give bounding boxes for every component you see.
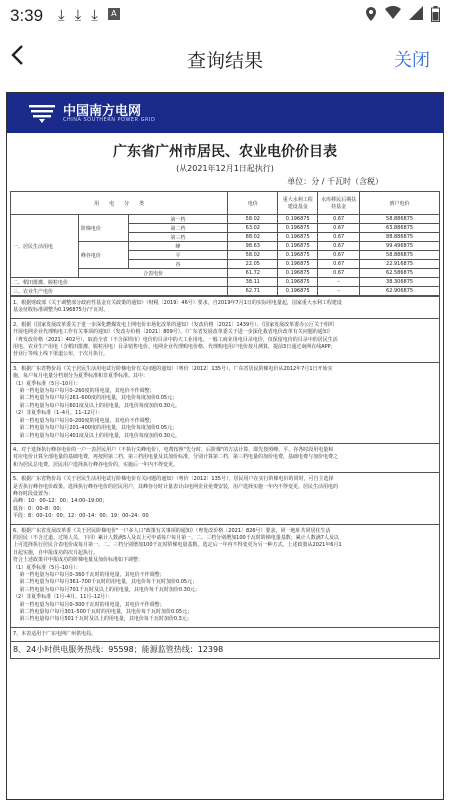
cell-final: 63.886875 (360, 224, 440, 233)
note-line: 是否执行峰谷电价政策。选择执行峰谷电价的居民用户，其峰谷分时计量表计由电网企业免费安装，用户选择实施一年内不得变更。居民生活用电的 (13, 483, 339, 490)
cell-final: 62.906875 (360, 287, 440, 296)
cell-price: 88.02 (228, 233, 278, 242)
column-header-fund2: 水库移民后期扶持基金 (318, 192, 360, 215)
note-line: 营业厅等线上线下渠道公布，于次月执行。 (13, 351, 109, 358)
note-line: 符合上述政策并申报成功的阶梯电量及加价标准如下调整： (13, 557, 144, 564)
download-icon: ⤓ (91, 6, 98, 24)
battery-icon (431, 6, 440, 22)
hotline-footer: 8、24小时供电服务热线：95598；能源监管热线：12398 (11, 641, 439, 657)
note-item (11, 362, 439, 443)
cell-fund2: 0.67 (318, 215, 360, 224)
note-line: 第二档电量为每户每月361–700千瓦时的用电量，其电价每千瓦时加价0.05元； (13, 579, 198, 586)
note-line: 日起实施，自申报成功的次月起执行。 (13, 549, 99, 556)
note-line: 7、本表适用于广东电网广州供电局。 (13, 630, 97, 637)
cell-final: 99.496875 (360, 242, 440, 251)
note-line: 施，每户每月电量分档划分为夏季标准和非夏季标准。其中： (13, 373, 149, 380)
row-label: 平 (128, 251, 228, 260)
cell-fund2: 0.67 (318, 260, 360, 269)
cell-fund2: 0.67 (318, 269, 360, 278)
note-line: 第三档电量每户每月501千瓦时及以上的用电量，其电价每千瓦时加价0.3元； (13, 616, 192, 623)
note-line: 4、对于选择执行峰谷电价的一户一表居民用户（不执行尖峰电价），电费按照"先分时，后阶梯"的方法计算，即先按照峰、平、谷各时段用电量和 (13, 446, 334, 453)
note-line: 上可选择执行居民合表电价或每月第一、二、三档分别增加100千瓦时阶梯电量基数。选定后一年内不得变更为另一种方式。上述政策从2021年6月1 (13, 542, 342, 549)
cell-fund2: – (318, 287, 360, 296)
note-line: 对应电价计算全部电量的基础电费，再按照第二档、第三档用电量及其加价标准，分别计算第二档、第三档电量的加价电费，基础电费与加价电费之 (13, 454, 339, 461)
cell-final: 58.886875 (360, 215, 440, 224)
note-line: 第三档电量为每户每月601度及以上的用电量，其电价每度加价0.30元。 (13, 402, 181, 409)
price-document (6, 92, 444, 800)
cell-final: 88.886875 (360, 233, 440, 242)
cell-fund1: 0.196875 (278, 233, 318, 242)
note-line: 平段：8：00–10：00；12：00–14：00；19：00–24：00 (13, 513, 149, 520)
row-label: 合表电价 (78, 269, 228, 278)
note-line: （粤发改价格〔2021〕402号），取消全省（不含深圳市）电价的目录中的大工业用电、一般工商业用电目录电价，仅保留电价的目录中的居民生活 (13, 336, 338, 343)
note-item (11, 296, 439, 318)
table-row (11, 287, 440, 296)
note-line: 第二档电量为每户每月201–400度的用电量，其电价每度加价0.05元； (13, 425, 178, 432)
csg-logo-icon (27, 102, 57, 124)
cell-final: 22.916875 (360, 260, 440, 269)
note-line: 基金征收标准调整为0.196875分/千瓦时。 (13, 307, 109, 314)
price-table (10, 191, 440, 296)
cell-fund1: 0.196875 (278, 287, 318, 296)
cell-fund1: 0.196875 (278, 269, 318, 278)
download-icon: ⤓ (58, 6, 65, 24)
subgroup-label: 峰谷电价 (78, 242, 128, 269)
note-line: 的居民（不含过道、过境人员，下同）累计人数满5人及以上可申请每户每月第一、二、三档分别增加100千瓦时阶梯电量基数；累计人数满7人及以 (13, 534, 339, 541)
notification-a-icon: A (108, 8, 120, 20)
note-line: 低谷：0：00–8：00； (13, 505, 65, 512)
table-header-row (11, 192, 440, 215)
cell-fund1: 0.196875 (278, 215, 318, 224)
column-header-category: 用 电 分 类 (11, 192, 228, 215)
cell-price: 22.05 (228, 260, 278, 269)
table-row (11, 215, 440, 224)
note-line: 高峰：10：00–12：00；14:00–19:00； (13, 498, 108, 505)
row-label: 第三档 (128, 233, 228, 242)
note-line: （1）夏季标准（5月–10月）： (13, 564, 81, 571)
status-system-icons (365, 6, 440, 22)
note-line: 5、根据广东省物价局《关于居民生活用电试行阶梯电价有关问题的通知》（粤价〔2012〕135号），居民用户在实行阶梯电价的同时，可自主选择 (13, 476, 334, 483)
cell-price: 38.11 (228, 278, 278, 287)
cell-fund2: 0.67 (318, 242, 360, 251)
cell-price: 98.63 (228, 242, 278, 251)
note-item (11, 472, 439, 523)
document-title: 广东省广州市居民、农业电价价目表 (113, 144, 337, 160)
location-icon (365, 6, 377, 22)
cell-final: 62.586875 (360, 269, 440, 278)
signal-icon (409, 6, 423, 20)
cell-fund2: 0.67 (318, 233, 360, 242)
cell-price: 58.02 (228, 251, 278, 260)
note-line: （2）非夏季标准（1–4月、11–12月）： (13, 410, 103, 417)
cell-fund2: 0.67 (318, 224, 360, 233)
note-line: 第一档电量为每户每月0–260度的用电量，其电价不作调整； (13, 388, 155, 395)
note-item (11, 627, 439, 641)
cell-final: 38.306875 (360, 278, 440, 287)
group-label: 一、居民生活用电 (11, 215, 79, 278)
status-bar (0, 0, 450, 32)
note-line: 用电、农业生产用电（含稻田排灌、脱粒用电）目录销售电价。电网企业代理购电价格、代理购电用户电价按月测算，提前3日通过南网在线APP、 (13, 344, 336, 351)
download-icon: ⤓ (74, 6, 82, 24)
note-line: （2）非夏季标准（1月–4月、11月–12月）： (13, 594, 113, 601)
row-label: 第二档 (128, 224, 228, 233)
row-label: 峰 (128, 242, 228, 251)
row-label: 三、农业生产电价 (11, 287, 228, 296)
note-line: 第一档电量为每户每月0–360千瓦时的用电量，其电价不作调整； (13, 572, 165, 578)
note-item (11, 318, 439, 362)
logo-text: 中国南方电网 (63, 104, 142, 119)
note-line: （1）夏季标准（5月–10月）： (13, 380, 81, 387)
row-label: 二、稻田排灌、脱粒电价 (11, 278, 228, 287)
cell-fund1: 0.196875 (278, 242, 318, 251)
notes-section (10, 296, 440, 659)
document-subtitle: (从2021年12月1日起执行) (176, 164, 274, 173)
note-line: 3、根据广东省物价局《关于居民生活用电试行阶梯电价有关问题的通知》（粤价〔2012〕135号），广东省居民阶梯电价从2012年7月1日开始实 (13, 365, 333, 372)
cell-price: 58.02 (228, 215, 278, 224)
note-item (11, 524, 439, 627)
note-line: 第三档电量为每户每月701千瓦时及以上的用电量，其电价每千瓦时加价0.30元； (13, 586, 201, 593)
note-line: 第一档电量为每户每月0–200度的用电量，其电价不作调整； (13, 417, 155, 424)
status-notifications (58, 6, 120, 24)
subgroup-label: 阶梯电价 (78, 215, 128, 242)
column-header-fund1: 重大水利工程建设基金 (278, 192, 318, 215)
logo-subtext: CHINA SOUTHERN POWER GRID (63, 117, 156, 123)
column-header-final: 到户电价 (360, 192, 440, 215)
note-line: 和为居民总电费。居民用户选择执行峰谷电价的，实施后一年内不得变更。 (13, 461, 179, 468)
cell-fund1: 0.196875 (278, 260, 318, 269)
cell-price: 62.71 (228, 287, 278, 296)
cell-fund1: 0.196875 (278, 251, 318, 260)
cell-fund2: – (318, 278, 360, 287)
note-line: 第二档电量为每户每月261–600度的用电量，其电价每度加价0.05元； (13, 395, 178, 402)
cell-fund2: 0.67 (318, 251, 360, 260)
row-label: 谷 (128, 260, 228, 269)
note-line: 第二档电量每户每月301–500千瓦时的用电量，其电价每千瓦时加价0.05元； (13, 609, 193, 616)
table-row (11, 278, 440, 287)
note-line: 第三档电量为每户每月401度及以上的用电量，其电价每度加价0.30元。 (13, 432, 181, 439)
note-line: 开展电网企业代理购电工作有关事项的通知》（发改办价格〔2021〕809号）、《广东省发展改革委关于进一步深化我省电价改革有关问题的通知》 (13, 329, 333, 336)
document-header (7, 93, 443, 133)
note-item (11, 443, 439, 472)
note-line: 2、根据《国家发展改革委关于进一步深化燃煤发电上网电价市场化改革的通知》（发改价格〔2021〕1439号）、《国家发展改革委办公厅关于组织 (13, 321, 335, 328)
cell-fund1: 0.196875 (278, 278, 318, 287)
cell-fund1: 0.196875 (278, 224, 318, 233)
column-header-price: 电价 (228, 192, 278, 215)
close-button[interactable]: 关闭 (394, 50, 430, 71)
wifi-icon (385, 6, 401, 20)
document-unit: 单位：分 / 千瓦时（含税） (287, 177, 383, 186)
status-time: 3:39 (10, 6, 44, 25)
cell-price: 63.02 (228, 224, 278, 233)
row-label: 第一档 (128, 215, 228, 224)
note-line: 峰谷时段设置为： (13, 490, 54, 497)
note-line: 第一档电量为每户每月0–300千瓦时的用电量，其电价不作调整； (13, 601, 165, 608)
nav-bar (0, 32, 450, 84)
note-line: 1、根据财政部《关于调整部分政府性基金有关政策的通知》（财税〔2019〕46号）要求，自2019年7月1日的实际用电量起，国家重大水利工程建设 (13, 300, 342, 306)
page-title: 查询结果 (186, 50, 263, 72)
cell-price: 61.72 (228, 269, 278, 278)
note-line: 6、根据广东省发展改革委《关于居民阶梯电价"一户多人口"政策有关事项的通知》（粤发改价格〔2021〕826号）要求，同一地址共同居住生活 (13, 527, 331, 534)
cell-final: 58.886875 (360, 251, 440, 260)
